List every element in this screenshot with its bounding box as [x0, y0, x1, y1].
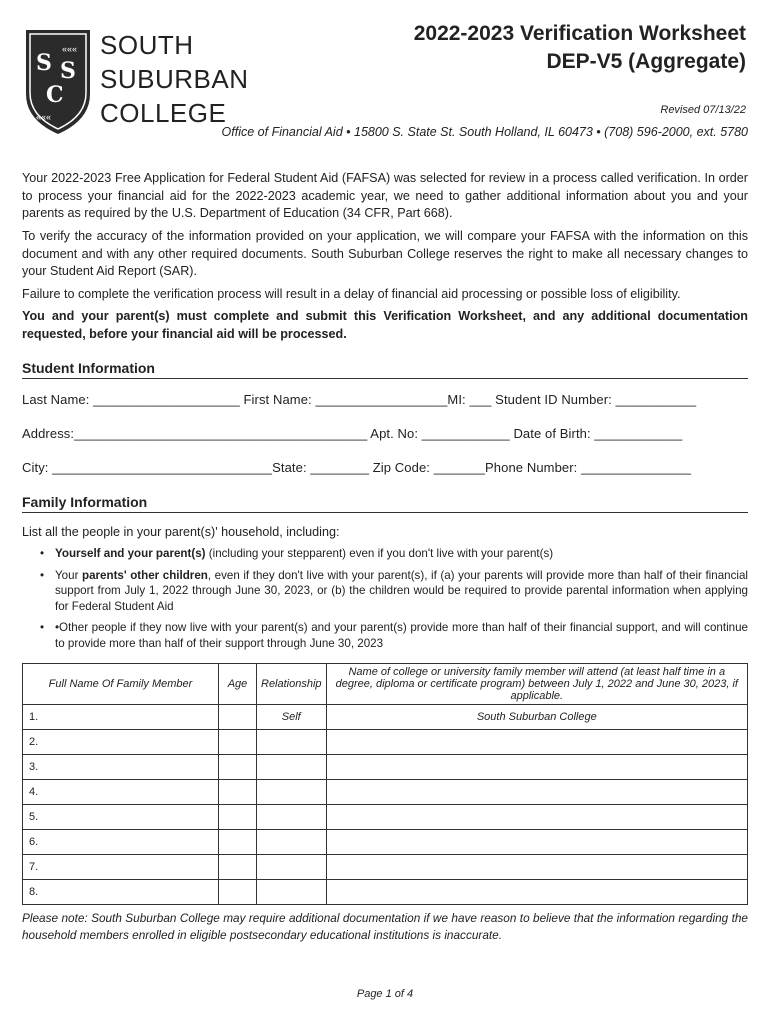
- row-college-cell[interactable]: [326, 780, 747, 805]
- table-row[interactable]: [23, 730, 748, 755]
- table-row[interactable]: [23, 780, 748, 805]
- intro-paragraph-1: Your 2022-2023 Free Application for Federal Student Aid (FAFSA) was selected for review in a process called verification. In order to process your financial aid for the 2022-2023 academic year, we need to gather additional information about you and your parents as required by the U.S. Department of Education (34 CFR, Part 668).: [22, 171, 748, 220]
- bullet-self-parents: [40, 546, 748, 562]
- row-name-cell[interactable]: 8.: [23, 880, 219, 905]
- please-note: Please note: South Suburban College may require additional documentation if we have reason to believe that the information regarding the household members enrolled in eligible postsecondary educational institutions is inaccurate.: [22, 911, 748, 942]
- row-relationship-cell[interactable]: Self: [257, 705, 327, 730]
- svg-text:«««: «««: [36, 112, 52, 122]
- city-fields-line[interactable]: City: ______________________________State: ________ Zip Code: _______Phone Number: _______________: [22, 460, 692, 475]
- family-info-heading: Family Information: [22, 494, 748, 513]
- intro-paragraph-3: Failure to complete the verification process will result in a delay of financial aid processing or possible loss of eligibility.: [22, 287, 681, 301]
- table-header-row: [23, 664, 748, 705]
- table-row[interactable]: [23, 880, 748, 905]
- row-relationship-cell[interactable]: [257, 780, 327, 805]
- document-title: [414, 20, 746, 76]
- row-name-cell[interactable]: 5.: [23, 805, 219, 830]
- bullet2-pre: Your: [55, 568, 82, 582]
- row-relationship-cell[interactable]: [257, 855, 327, 880]
- household-list-intro: List all the people in your parent(s)' household, including:: [22, 525, 340, 539]
- row-college-cell[interactable]: [326, 880, 747, 905]
- office-address: Office of Financial Aid • 15800 S. State St. South Holland, IL 60473 • (708) 596-2000, ext. 5780: [221, 125, 748, 139]
- row-name-cell[interactable]: 6.: [23, 830, 219, 855]
- row-age-cell[interactable]: [219, 705, 257, 730]
- row-age-cell[interactable]: [219, 855, 257, 880]
- svg-text:«««: «««: [62, 44, 78, 54]
- row-college-cell[interactable]: [326, 730, 747, 755]
- row-age-cell[interactable]: [219, 780, 257, 805]
- col-header-name: Full Name Of Family Member: [23, 664, 219, 705]
- shield-icon: [22, 24, 94, 136]
- row-college-cell[interactable]: [326, 755, 747, 780]
- row-name-cell[interactable]: 1.: [23, 705, 219, 730]
- name-fields-line[interactable]: Last Name: ____________________ First Name: __________________MI: ___ Student ID Number: ___________: [22, 392, 697, 407]
- table-row[interactable]: [23, 855, 748, 880]
- college-logo: [22, 24, 249, 140]
- college-name-line3: COLLEGE: [100, 98, 227, 128]
- row-age-cell[interactable]: [219, 805, 257, 830]
- table-row[interactable]: [23, 830, 748, 855]
- row-age-cell[interactable]: [219, 880, 257, 905]
- title-line2: DEP-V5 (Aggregate): [546, 50, 746, 73]
- page-number: Page 1 of 4: [356, 988, 414, 1000]
- household-table: [22, 663, 748, 905]
- col-header-age: Age: [219, 664, 257, 705]
- row-college-cell[interactable]: South Suburban College: [326, 705, 747, 730]
- svg-text:S: S: [36, 50, 52, 76]
- college-name: [100, 28, 248, 130]
- row-relationship-cell[interactable]: [257, 830, 327, 855]
- address-fields-line[interactable]: Address:________________________________________ Apt. No: ____________ Date of Birth: ____________: [22, 426, 683, 441]
- row-name-cell[interactable]: 7.: [23, 855, 219, 880]
- row-college-cell[interactable]: [326, 855, 747, 880]
- row-college-cell[interactable]: [326, 805, 747, 830]
- revised-date: Revised 07/13/22: [660, 104, 746, 116]
- row-relationship-cell[interactable]: [257, 730, 327, 755]
- bullet-other-children: [40, 568, 748, 615]
- row-name-cell[interactable]: 4.: [23, 780, 219, 805]
- intro-paragraph-2: To verify the accuracy of the information provided on your application, we will compare your FAFSA with the information on this document and with any other required documents. South Suburban College reserves the right to make all necessary changes to your Student Aid Report (SAR).: [22, 229, 748, 278]
- svg-text:S: S: [60, 58, 76, 84]
- row-relationship-cell[interactable]: [257, 755, 327, 780]
- row-relationship-cell[interactable]: [257, 880, 327, 905]
- row-name-cell[interactable]: 3.: [23, 755, 219, 780]
- bullet2-bold: parents' other children: [82, 568, 208, 582]
- household-bullets: [40, 546, 748, 657]
- intro-paragraph-4: You and your parent(s) must complete and submit this Verification Worksheet, and any additional documentation requested, before your financial aid will be processed.: [22, 309, 748, 341]
- row-age-cell[interactable]: [219, 755, 257, 780]
- table-row[interactable]: [23, 805, 748, 830]
- bullet1-rest: (including your stepparent) even if you don't live with your parent(s): [205, 547, 554, 560]
- table-row[interactable]: [23, 705, 748, 730]
- row-age-cell[interactable]: [219, 730, 257, 755]
- college-name-line2: SUBURBAN: [100, 64, 249, 94]
- bullet1-bold: Yourself and your parent(s): [55, 547, 206, 560]
- title-line1: 2022-2023 Verification Worksheet: [413, 22, 746, 45]
- row-age-cell[interactable]: [219, 830, 257, 855]
- row-relationship-cell[interactable]: [257, 805, 327, 830]
- row-college-cell[interactable]: [326, 830, 747, 855]
- college-name-line1: SOUTH: [100, 30, 194, 60]
- student-info-heading: Student Information: [22, 360, 748, 379]
- row-name-cell[interactable]: 2.: [23, 730, 219, 755]
- table-row[interactable]: [23, 755, 748, 780]
- bullet2-rest: , even if they don't live with your parent(s), if (a) your parents will provide more than half of their financial support from July 1, 2022 through June 30, 2023, or (b) the children would be required to provide parental information when applying for Federal Student Aid: [55, 568, 748, 613]
- col-header-relationship: Relationship: [257, 664, 327, 705]
- svg-text:C: C: [46, 82, 64, 108]
- col-header-college: Name of college or university family member will attend (at least half time in a degree, diploma or certificate program) between July 1, 2022 and June 30, 2023, if applicable.: [326, 664, 747, 705]
- bullet-other-people: • •Other people if they now live with your parent(s) and your parent(s) provide more than half of their financial support, and will continue to provide more than half of their support through June 30, 2023: [40, 620, 748, 651]
